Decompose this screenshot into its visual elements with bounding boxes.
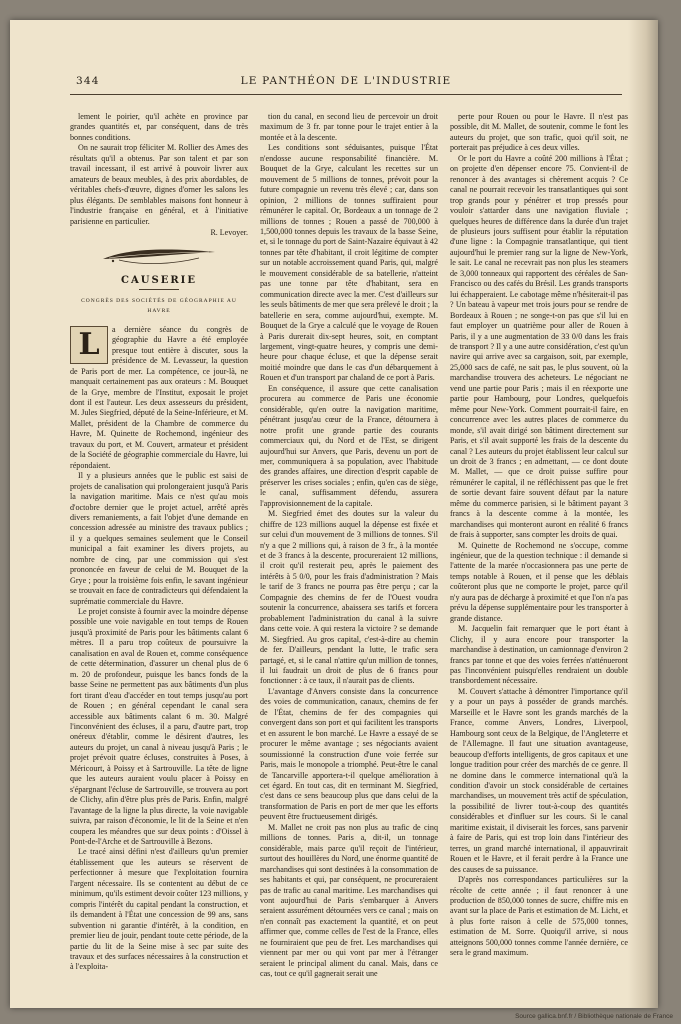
article-body [70,325,248,973]
paragraph: Les conditions sont séduisantes, puisque l'État n'endosse aucune responsabilité financière. M. Bouquet de la Grye, calculant les recettes sur un mouvement de 5 millions de tonnes, prévoit pour la future compagnie un revenu très élevé ; car, dans son opinion, 2 millions de tonnes suffiraient pour rémunérer le capital. Or, Bordeaux a un tonnage de 2 millions de tonnes ; Rouen a passé de 700,000 à 1,500,000 tonnes depuis les travaux de la basse Seine, et, si le tonnage du port de Saint-Nazaire équivaut à 42 tonnes par tête d'habitant, il croit légitime de compter sur un notable accroissement quand Paris, qui, malgré le mouvement considérable de sa batellerie, n'atteint pas une tonne par tête d'habitant, sera en communication directe avec la mer. C'est d'ailleurs sur les seuls bâtiments de mer que sera prélevé le droit ; la batellerie en sera, comme aujourd'hui, exempte. M. Bouquet de la Grye a calculé que le voyage de Rouen à Paris durerait dix-sept heures, soit, en comptant largement, vingt-quatre heures, y compris une demi-heure pour chaque écluse, et que la dépense serait moitié moindre que dans le cas d'un débarquement à Rouen et d'un transport par chaland de ce port à Paris. [260,143,438,383]
header-rule [70,94,622,95]
paragraph: perte pour Rouen ou pour le Havre. Il n'est pas possible, dit M. Mallet, de soutenir, comme le font les auteurs du projet, que son trafic, quoi qu'il soit, ne porterait pas préjudice à ces deux villes. [450,112,628,153]
source-credit: Source gallica.bnf.fr / Bibliothèque nationale de France [515,1013,673,1020]
article-signature: R. Levoyer. [210,227,248,237]
paragraph: En conséquence, il assure que cette canalisation procurera au commerce de Paris une économie considérable, qu'en outre la navigation maritime, pénétrant jusqu'au cœur de la France, détournera à notre profit une grande partie des courants commerciaux qui, du Nord et de l'Est, se dirigent aujourd'hui sur Anvers, que Paris, devenu un port de mer, communiquera à sa population, avec l'habitude des grandes affaires, une direction d'esprit capable de préserver les crises sociales ; enfin, qu'en cas de siège, le canal, suffisamment défendu, assurera l'approvisionnement de la capitale. [260,383,438,508]
paragraph: Or le port du Havre a coûté 200 millions à l'État ; on projette d'en dépenser encore 75. Convient-il de renoncer à des avantages si chèrement acquis ? Ce canal ne pourrait recevoir les transatlantiques qui sont trop grands pour y pénétrer et trop pressés pour vouloir s'attarder dans une navigation fluviale ; quelques heures de différence dans la durée d'un trajet de plusieurs jours suffisent pour établir la réputation d'une ligne : la Compagnie transatlantique, qui tient aujourd'hui le premier rang sur la ligne de New-York, le sait. Le canal ne recevrait pas non plus les steamers de 3,000 tonneaux qui rapportent des céréales de San-Francisco ou des cafés du Brésil. Les grands transports lui échapperaient. Le cabotage même n'hésiterait-il pas ? Un bateau à vapeur met trois jours pour se rendre de Bordeaux à Rouen ; ne songe-t-on pas que s'il lui en faut employer un quatrième pour aller de Rouen à Paris, il y a une augmentation de 33 0/0 dans les frais de transport ? Il y a une autre considération, c'est qu'un navire qui arrive avec sa cargaison, soit, par exemple, 25,000 sacs de café, ne sait pas, le plus souvent, où la marchandise trouvera des acheteurs. Le négociant ne vend une partie pour Paris ; mais il en réexporte une partie pour Hambourg, pour Londres, quelquefois même pour New-York. Comment pourrait-il faire, en concurrence avec les autres places de commerce du monde, s'il avait dirigé son bâtiment directement sur Paris, et s'il avait supporté les frais de la descente du canal ? Les auteurs du projet établissent leur calcul sur un droit de 3 francs ; en admettant, — ce dont doute M. Mallet, — que ce droit puisse suffire pour rémunérer le capital, il ne réfléchissent pas que le fret de sortie devant faire souvent défaut par la nature même du commerce parisien, si le bâtiment payant 3 francs à la descente comme à la montée, les marchandises qui monteront auront en réalité 6 francs de frais à supporter, sans compter les droits de quai. [450,153,628,540]
paragraph: M. Mallet ne croit pas non plus au trafic de cinq millions de tonnes. Paris a, dit-il, un tonnage considérable, mais parce qu'il reçoit de l'intérieur, surtout des houillères du Nord, une énorme quantité de marchandises qui sont destinées à la consommation de ses habitants et qui, par conséquent, ne procureraient pas de trafic au canal maritime. Les marchandises qui vont aujourd'hui de Paris s'embarquer à Anvers seraient assurément détournées vers ce canal ; mais on n'en connaît pas exactement la quantité, et on peut affirmer que, comme celles de l'est de la France, elles ne fourniraient que peu de fret. Les marchandises qui viennent par mer ou qui vont par mer à l'étranger seraient le principal aliment du canal. Mais, dans ce cas, tout ce qu'il gagnerait serait une [260,822,438,979]
section-subtitle: CONGRÈS DES SOCIÉTÉS DE GÉOGRAPHIE AU HAVRE [81,297,237,315]
paragraph: On ne saurait trop féliciter M. Rollier des Ames des résultats qu'il a obtenus. Par son talent et par son travail incessant, il est arrivé à pouvoir livrer aux amateurs de beaux meubles, à des prix abordables, de véritables chefs-d'œuvre, dignes d'orner les salons les plus élégants. De semblables maisons font honneur à l'industrie française en général, et à l'initiative parisienne en particulier. [70,143,248,226]
paragraph: Le projet consiste à fournir avec la moindre dépense possible une voie navigable en tout temps de Rouen jusqu'à proximité de Paris pour les bâtiments calant 6 mètres. Il a paru trop coûteux de poursuivre la canalisation en aval de Rouen et, comme conséquence de cette détermination, d'assurer un chenal plus de 6 m. 20 de profondeur, puisque les bancs fonds de la basse Seine ne permettent pas aux bâtiments d'un plus fort tirant d'eau d'accéder en tout temps jusqu'au port de Rouen ; en général cependant le canal sera accessible aux bâtiments calant 6 m. 30. Malgré l'inconvénient des écluses, il a paru, d'autre part, trop onéreux d'établir, comme le désirent d'autres, les auteurs du projet, un canal à niveau jusqu'à Paris ; le projet prévoit quatre écluses, construites à Poses, à Méricourt, à Poissy et à Sartrouville. La tête de ligne que les auteurs auraient voulu placer à Poissy en s'épargnant l'écluse de Sartrouville, se trouvera au port de Clichy, afin d'être plus près de Paris. Enfin, malgré l'avantage de la ligne la plus directe, la voie navigable suivra, par raison d'économie, le lit de la Seine et n'en coupera les méandres que sur deux points : d'Oissel à Pont-de-l'Arche et de Sartrouville à Bezons. [70,607,248,846]
page-number: 344 [76,75,100,87]
column-2 [260,112,438,992]
paragraph: M. Siegfried émet des doutes sur la valeur du chiffre de 123 millions auquel la dépense est fixée et sur celui d'un mouvement de 3 millions de tonnes. S'il n'y a que 2 millions qui, à raison de 3 fr., à la montée et de 3 francs à la descente, procureraient 12 millions, il croit qu'il resterait peu, après le paiement des intérêts à 5 0/0, pour les frais d'administration ? Mais le tarif de 3 francs ne pourra pas être perçu ; car la Compagnie des chemins de fer de l'Ouest voudra soutenir la concurrence, abaissera ses tarifs et forcera probablement l'administration du canal à la suivre dans cette voie. A qui restera la victoire ? se demande M. Siegfried. Au gros capital, c'est-à-dire au chemin de fer. D'ailleurs, pendant la lutte, le trafic sera partagé, et, si le canal n'attire qu'un million de tonnes, il lui faudrait un droit de plus de 6 francs pour fonctionner : à ce taux, il n'aurait pas de clients. [260,509,438,686]
newspaper-page [10,20,658,1008]
column-3 [450,112,628,992]
paragraph: D'après nos correspondances particulières sur la récolte de cette année ; il faut renoncer à une production de 850,000 tonnes de sucre, chiffre mis en avant sur la place de Paris et estimation de M. Licht, et à plus forte raison à celle de 575,000 tonnes, estimation de M. Sorre. Quoiqu'il arrive, si nous atteignons 500,000 tonnes comme l'année dernière, ce sera le grand maximum. [450,875,628,958]
section-title: CAUSERIE [121,275,197,287]
paragraph: M. Couvert s'attache à démontrer l'importance qu'il y a pour un pays à posséder de grands marchés. Marseille et le Havre sont les grands marchés de la France, comme Anvers, Londres, Liverpool, Hambourg sont ceux de la Belgique, de l'Angleterre et de l'Allemagne. Il faut une situation avantageuse, beaucoup d'efforts intelligents, de gros capitaux et une longue tradition pour créer des marchés de ce genre. Il ne domine dans le commerce international qu'à la condition d'avoir un stock considérable de certaines marchandises, un mouvement très actif de spéculation, la possibilité de livrer tout-à-coup des quantités considérables et d'influer sur les cours. Si le canal maritime existait, il diviserait les forces, sans parvenir à faire de Paris, qui est trop loin dans l'intérieur des terres, un grand marché international, il appauvrirait Rouen et le Havre, et il ferait perdre à la France une des causes de sa puissance. [450,686,628,874]
paragraph: a dernière séance du congrès de géographie du Havre a été employée presque tout entière à discuter, sous la présidence de M. Levasseur, la question de Paris port de mer. La compétence, ce jour-là, ne manquait certainement pas aux orateurs : M. Bouquet de la Grye, membre de l'Institut, exposait le projet dont il est l'auteur. Les deux assesseurs du président, M. Jules Siegfried, député de la Seine-Inférieure, et M. Mallet, président de la Chambre de commerce du Havre, M. Quinette de Rochemond, ingénieur des travaux du port, et M. Couvert, armateur et président de la Société de géographie commerciale du Havre, lui répondaient. [70,324,248,470]
quill-ornament-icon [99,244,219,268]
section-rule [139,289,179,290]
page-header [58,75,634,93]
paragraph: Il y a plusieurs années que le public est saisi de projets de canalisation qui prolongeraient jusqu'à Paris la navigation maritime. Mais ce n'est qu'au mois d'octobre dernier que le projet actuel, arrêté après divers remaniements, a fait l'objet d'une demande en concession adressée au ministre des travaux publics ; il y a quelques semaines seulement que le Conseil municipal a fait examiner les divers projets, au nombre de cinq, par une commission qui s'est prononcée en faveur de celui de M. Bouquet de la Grye ; pour la troisième fois enfin, le savant ingénieur se trouvait en face de contradicteurs qui défendaient la suprématie commerciale du Havre. [70,471,248,606]
dropcap-letter: L [70,326,108,364]
paragraph: L'avantage d'Anvers consiste dans la concurrence des voies de communication, canaux, chemins de fer de l'État, chemins de fer des compagnies qui convergent dans son port et qui facilitent les transports et en assurent le bon marché. Le Havre a essayé de se procurer le même avantage ; ses négociants avaient soumissionné la construction d'une voie ferrée sur Paris, mais le monopole a triomphé. Peut-être le canal de Tancarville apportera-t-il quelque amélioration à cet égard. En tout cas, dit en terminant M. Siegfried, c'est dans ce sens beaucoup plus que dans celui de la transformation de Paris en port de mer que les efforts peuvent être fructueusement dirigés. [260,686,438,822]
paragraph: M. Jacquelin fait remarquer que le port étant à Clichy, il y aura encore pour transporter la marchandise à destination, un camionnage d'environ 2 francs par tonne et que des voies ferrées n'atténueront pas l'inconvénient puisqu'elles rendraient un double transbordement nécessaire. [450,624,628,686]
paragraph: lement le poirier, qu'il achète en province par grandes quantités et, par conséquent, dans de très bonnes conditions. [70,112,248,142]
text-columns [70,112,628,992]
paragraph: tion du canal, en second lieu de percevoir un droit maximum de 3 fr. par tonne pour le trajet entier à la montée et à la descente. [260,112,438,142]
paragraph: Le tracé ainsi défini n'est d'ailleurs qu'un premier établissement que les auteurs se réservent de perfectionner à mesure que l'exploitation fournira l'argent nécessaire. Ils se contentent au début de ce minimum, qu'ils estiment devoir coûter 123 millions, y compris l'intérêt du capital pendant la construction, et ils demandent à l'État une concession de 99 ans, sans subvention ni garantie d'intérêt, à la condition, en premier lieu de jouir, pendant toute cette période, de la partie du lit de la Seine mise à sec par suite des travaux et des surfaces nécessaires à la construction et à l'exploita- [70,847,248,972]
journal-title: LE PANTHÉON DE L'INDUSTRIE [240,75,452,87]
paragraph: M. Quinette de Rochemond ne s'occupe, comme ingénieur, que de la question technique : il demande si l'attente de la marée n'occasionnera pas une perte de temps notable à Rouen, et il pense que les déblais coûteront plus que ne comporte le projet, parce qu'il n'y aura pas de décharge à proximité et que l'on n'a pas prévu la dépense supplémentaire pour les transporter à grande distance. [450,540,628,623]
column-1 [70,112,248,992]
page-fold-shadow [628,20,658,1008]
